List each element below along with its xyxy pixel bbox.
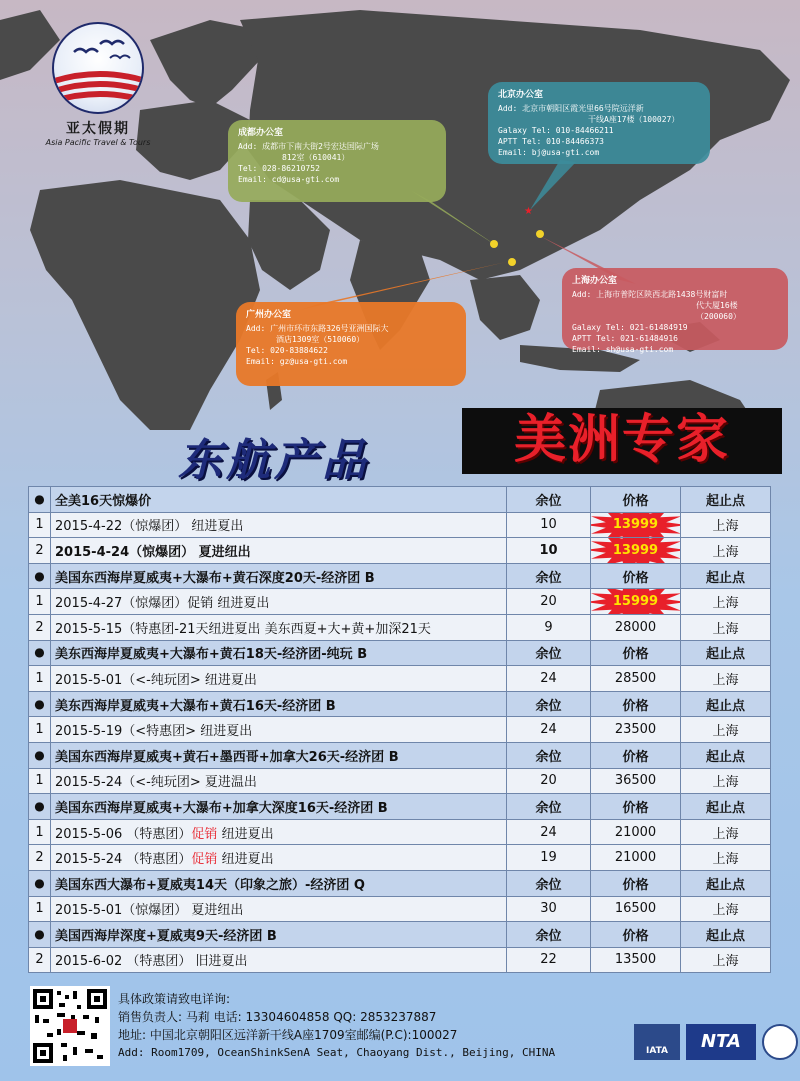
- office-shanghai: [562, 268, 788, 354]
- col-price: 价格: [591, 922, 681, 948]
- footer-line: 地址: 中国北京朝阳区远洋新干线A座1709室邮编(P.C):100027: [118, 1028, 458, 1042]
- office-line: Email: gz@usa-gti.com: [246, 357, 348, 366]
- col-seats: 余位: [507, 922, 591, 948]
- table-row: [29, 666, 771, 692]
- col-seats: 余位: [507, 870, 591, 896]
- row-city: 上海: [681, 819, 771, 845]
- row-city: 上海: [681, 717, 771, 743]
- group-title: 美国东西海岸夏威夷+大瀑布+加拿大深度16天-经济团 B: [51, 794, 507, 820]
- col-price: 价格: [591, 870, 681, 896]
- table-row: [29, 947, 771, 973]
- office-beijing: [488, 82, 710, 164]
- col-city: 起止点: [681, 563, 771, 589]
- hot-price: 13999: [612, 517, 659, 533]
- hot-price: 13999: [612, 542, 659, 558]
- col-city: 起止点: [681, 640, 771, 666]
- col-price: 价格: [591, 640, 681, 666]
- group-header-row: [29, 922, 771, 948]
- group-header-row: [29, 640, 771, 666]
- group-title: 美国东西海岸夏威夷+黄石+墨西哥+加拿大26天-经济团 B: [51, 742, 507, 768]
- bullet-icon: ●: [29, 691, 51, 717]
- col-city: 起止点: [681, 742, 771, 768]
- row-price: [591, 538, 681, 564]
- row-description: 2015-5-24（<-纯玩团> 夏进温出: [51, 768, 507, 794]
- group-title: 美国西海岸深度+夏威夷9天-经济团 B: [51, 922, 507, 948]
- row-desc-part: 纽进夏出: [217, 826, 274, 842]
- col-city: 起止点: [681, 922, 771, 948]
- group-header-row: [29, 563, 771, 589]
- footer: [30, 986, 770, 1066]
- office-line: Tel: 028-86210752: [238, 164, 320, 173]
- office-line: 812室（610041）: [282, 153, 350, 162]
- row-price: 28500: [591, 666, 681, 692]
- row-description: 2015-4-22（惊爆团） 纽进夏出: [51, 512, 507, 538]
- group-title: 美东西海岸夏威夷+大瀑布+黄石18天-经济团-纯玩 B: [51, 640, 507, 666]
- row-seats: 20: [507, 589, 591, 615]
- brand-logo: [38, 22, 158, 147]
- table-row: [29, 614, 771, 640]
- row-desc-part: 2015-5-06 （特惠团）: [55, 826, 192, 842]
- logo-name-cn: 亚太假期: [66, 121, 130, 137]
- row-description: 2015-5-01（<-纯玩团> 纽进夏出: [51, 666, 507, 692]
- office-line: APTT Tel: 010-84466373: [498, 137, 604, 146]
- col-city: 起止点: [681, 870, 771, 896]
- row-description: 2015-5-15（特惠团-21天纽进夏出 美东西夏+大+黄+加深21天: [51, 614, 507, 640]
- office-line: Email: bj@usa-gti.com: [498, 148, 600, 157]
- table-row: [29, 845, 771, 871]
- row-desc-part: 2015-5-24 （特惠团）: [55, 852, 192, 868]
- svg-text:★: ★: [524, 206, 533, 217]
- row-number: 1: [29, 819, 51, 845]
- bullet-icon: ●: [29, 922, 51, 948]
- row-number: 1: [29, 512, 51, 538]
- office-title: 北京办公室: [498, 90, 544, 100]
- row-seats: 10: [507, 512, 591, 538]
- office-line: Email: sh@usa-gti.com: [572, 345, 674, 354]
- office-line: APTT Tel: 021-61484916: [572, 334, 678, 343]
- promo-tag: 促销: [191, 852, 218, 868]
- row-seats: 10: [507, 538, 591, 564]
- row-number: 1: [29, 666, 51, 692]
- nta-badge: [686, 1024, 756, 1060]
- office-line: Add: 北京市朝阳区霞光里66号院远洋新: [498, 104, 644, 113]
- bullet-icon: ●: [29, 563, 51, 589]
- row-number: 1: [29, 768, 51, 794]
- table-row: [29, 819, 771, 845]
- footer-line: 销售负责人: 马莉 电话: 13304604858 QQ: 2853237887: [118, 1010, 437, 1024]
- row-city: 上海: [681, 845, 771, 871]
- row-description: [51, 845, 507, 871]
- row-description: 2015-4-27（惊爆团）促销 纽进夏出: [51, 589, 507, 615]
- row-city: 上海: [681, 538, 771, 564]
- cert-badges: [634, 1024, 800, 1064]
- group-header-row: [29, 870, 771, 896]
- table-row: [29, 512, 771, 538]
- office-title: 上海办公室: [572, 276, 618, 286]
- row-number: 2: [29, 845, 51, 871]
- office-line: Add: 上海市普陀区陕西北路1438号财富时: [572, 290, 728, 299]
- group-header-row: [29, 794, 771, 820]
- row-seats: 30: [507, 896, 591, 922]
- col-price: 价格: [591, 487, 681, 513]
- col-price: 价格: [591, 563, 681, 589]
- row-price: 13500: [591, 947, 681, 973]
- col-seats: 余位: [507, 742, 591, 768]
- row-seats: 24: [507, 666, 591, 692]
- office-chengdu: [228, 120, 446, 202]
- office-line: Galaxy Tel: 010-84466211: [498, 126, 614, 135]
- heading-airline-products: 东航产品: [178, 435, 370, 486]
- table-row: [29, 717, 771, 743]
- office-line: 代大厦16楼（200060）: [696, 301, 741, 321]
- qr-code-icon: [33, 989, 107, 1063]
- iata-label: IATA: [645, 1046, 669, 1056]
- bullet-icon: ●: [29, 794, 51, 820]
- group-title: 美国东西海岸夏威夷+大瀑布+黄石深度20天-经济团 B: [51, 563, 507, 589]
- row-number: 1: [29, 717, 51, 743]
- row-city: 上海: [681, 768, 771, 794]
- product-table-grid: [28, 486, 771, 973]
- col-price: 价格: [591, 742, 681, 768]
- row-seats: 19: [507, 845, 591, 871]
- heading-americas-expert: 美洲专家: [462, 408, 782, 474]
- row-description: 2015-4-24（惊爆团） 夏进纽出: [51, 538, 507, 564]
- row-desc-part: 纽进夏出: [217, 852, 274, 868]
- logo-emblem: [52, 22, 144, 114]
- nta-label: NTA: [701, 1031, 741, 1052]
- office-line: 干线A座17楼（100027）: [588, 115, 680, 124]
- row-price: 16500: [591, 896, 681, 922]
- col-city: 起止点: [681, 794, 771, 820]
- office-line: Add: 广州市环市东路326号亚洲国际大: [246, 324, 389, 333]
- row-price: [591, 589, 681, 615]
- bullet-icon: ●: [29, 742, 51, 768]
- col-seats: 余位: [507, 794, 591, 820]
- footer-line: 具体政策请致电详询:: [118, 992, 231, 1006]
- row-number: 1: [29, 589, 51, 615]
- row-number: 2: [29, 538, 51, 564]
- group-title: 全美16天惊爆价: [51, 487, 507, 513]
- row-price: 23500: [591, 717, 681, 743]
- col-city: 起止点: [681, 487, 771, 513]
- office-title: 成都办公室: [238, 128, 284, 138]
- footer-contact: [118, 990, 555, 1062]
- hot-price: 15999: [612, 594, 659, 610]
- office-line: Email: cd@usa-gti.com: [238, 175, 340, 184]
- office-guangzhou: [236, 302, 466, 386]
- row-city: 上海: [681, 589, 771, 615]
- col-price: 价格: [591, 794, 681, 820]
- office-line: Add: 成都市下南大街2号宏达国际广场: [238, 142, 379, 151]
- footer-line-en: Add: Room1709, OceanShinkSenA Seat, Chaoyang Dist., Beijing, CHINA: [118, 1046, 556, 1059]
- row-seats: 24: [507, 819, 591, 845]
- col-seats: 余位: [507, 691, 591, 717]
- bullet-icon: ●: [29, 870, 51, 896]
- office-title: 广州办公室: [246, 310, 292, 320]
- group-header-row: [29, 691, 771, 717]
- row-number: 2: [29, 947, 51, 973]
- row-price: 28000: [591, 614, 681, 640]
- table-row: [29, 896, 771, 922]
- row-city: 上海: [681, 614, 771, 640]
- table-row: [29, 538, 771, 564]
- row-price: 21000: [591, 845, 681, 871]
- row-number: 2: [29, 614, 51, 640]
- row-city: 上海: [681, 512, 771, 538]
- row-description: [51, 819, 507, 845]
- row-city: 上海: [681, 947, 771, 973]
- group-title: 美国东西大瀑布+夏威夷14天（印象之旅）-经济团 Q: [51, 870, 507, 896]
- bullet-icon: ●: [29, 640, 51, 666]
- office-line: Galaxy Tel: 021-61484919: [572, 323, 688, 332]
- office-line: 酒店1309室（510060）: [276, 335, 365, 344]
- col-seats: 余位: [507, 640, 591, 666]
- qr-code: [30, 986, 110, 1066]
- row-price: 21000: [591, 819, 681, 845]
- row-seats: 22: [507, 947, 591, 973]
- group-title: 美东西海岸夏威夷+大瀑布+黄石16天-经济团 B: [51, 691, 507, 717]
- office-line: Tel: 020-83884622: [246, 346, 328, 355]
- promo-tag: 促销: [191, 826, 218, 842]
- row-description: 2015-5-19（<特惠团> 纽进夏出: [51, 717, 507, 743]
- table-row: [29, 768, 771, 794]
- row-description: 2015-5-01（惊爆团） 夏进纽出: [51, 896, 507, 922]
- row-city: 上海: [681, 896, 771, 922]
- col-city: 起止点: [681, 691, 771, 717]
- row-description: 2015-6-02 （特惠团） 旧进夏出: [51, 947, 507, 973]
- col-seats: 余位: [507, 487, 591, 513]
- iata-badge: [634, 1024, 680, 1060]
- row-seats: 24: [507, 717, 591, 743]
- row-city: 上海: [681, 666, 771, 692]
- product-table: [28, 486, 770, 973]
- row-price: [591, 512, 681, 538]
- row-number: 1: [29, 896, 51, 922]
- logo-name-en: Asia Pacific Travel & Tours: [45, 138, 151, 147]
- col-seats: 余位: [507, 563, 591, 589]
- table-row: [29, 589, 771, 615]
- bullet-icon: ●: [29, 487, 51, 513]
- row-seats: 20: [507, 768, 591, 794]
- seal-badge: [762, 1024, 798, 1060]
- group-header-row: [29, 487, 771, 513]
- row-seats: 9: [507, 614, 591, 640]
- col-price: 价格: [591, 691, 681, 717]
- row-price: 36500: [591, 768, 681, 794]
- group-header-row: [29, 742, 771, 768]
